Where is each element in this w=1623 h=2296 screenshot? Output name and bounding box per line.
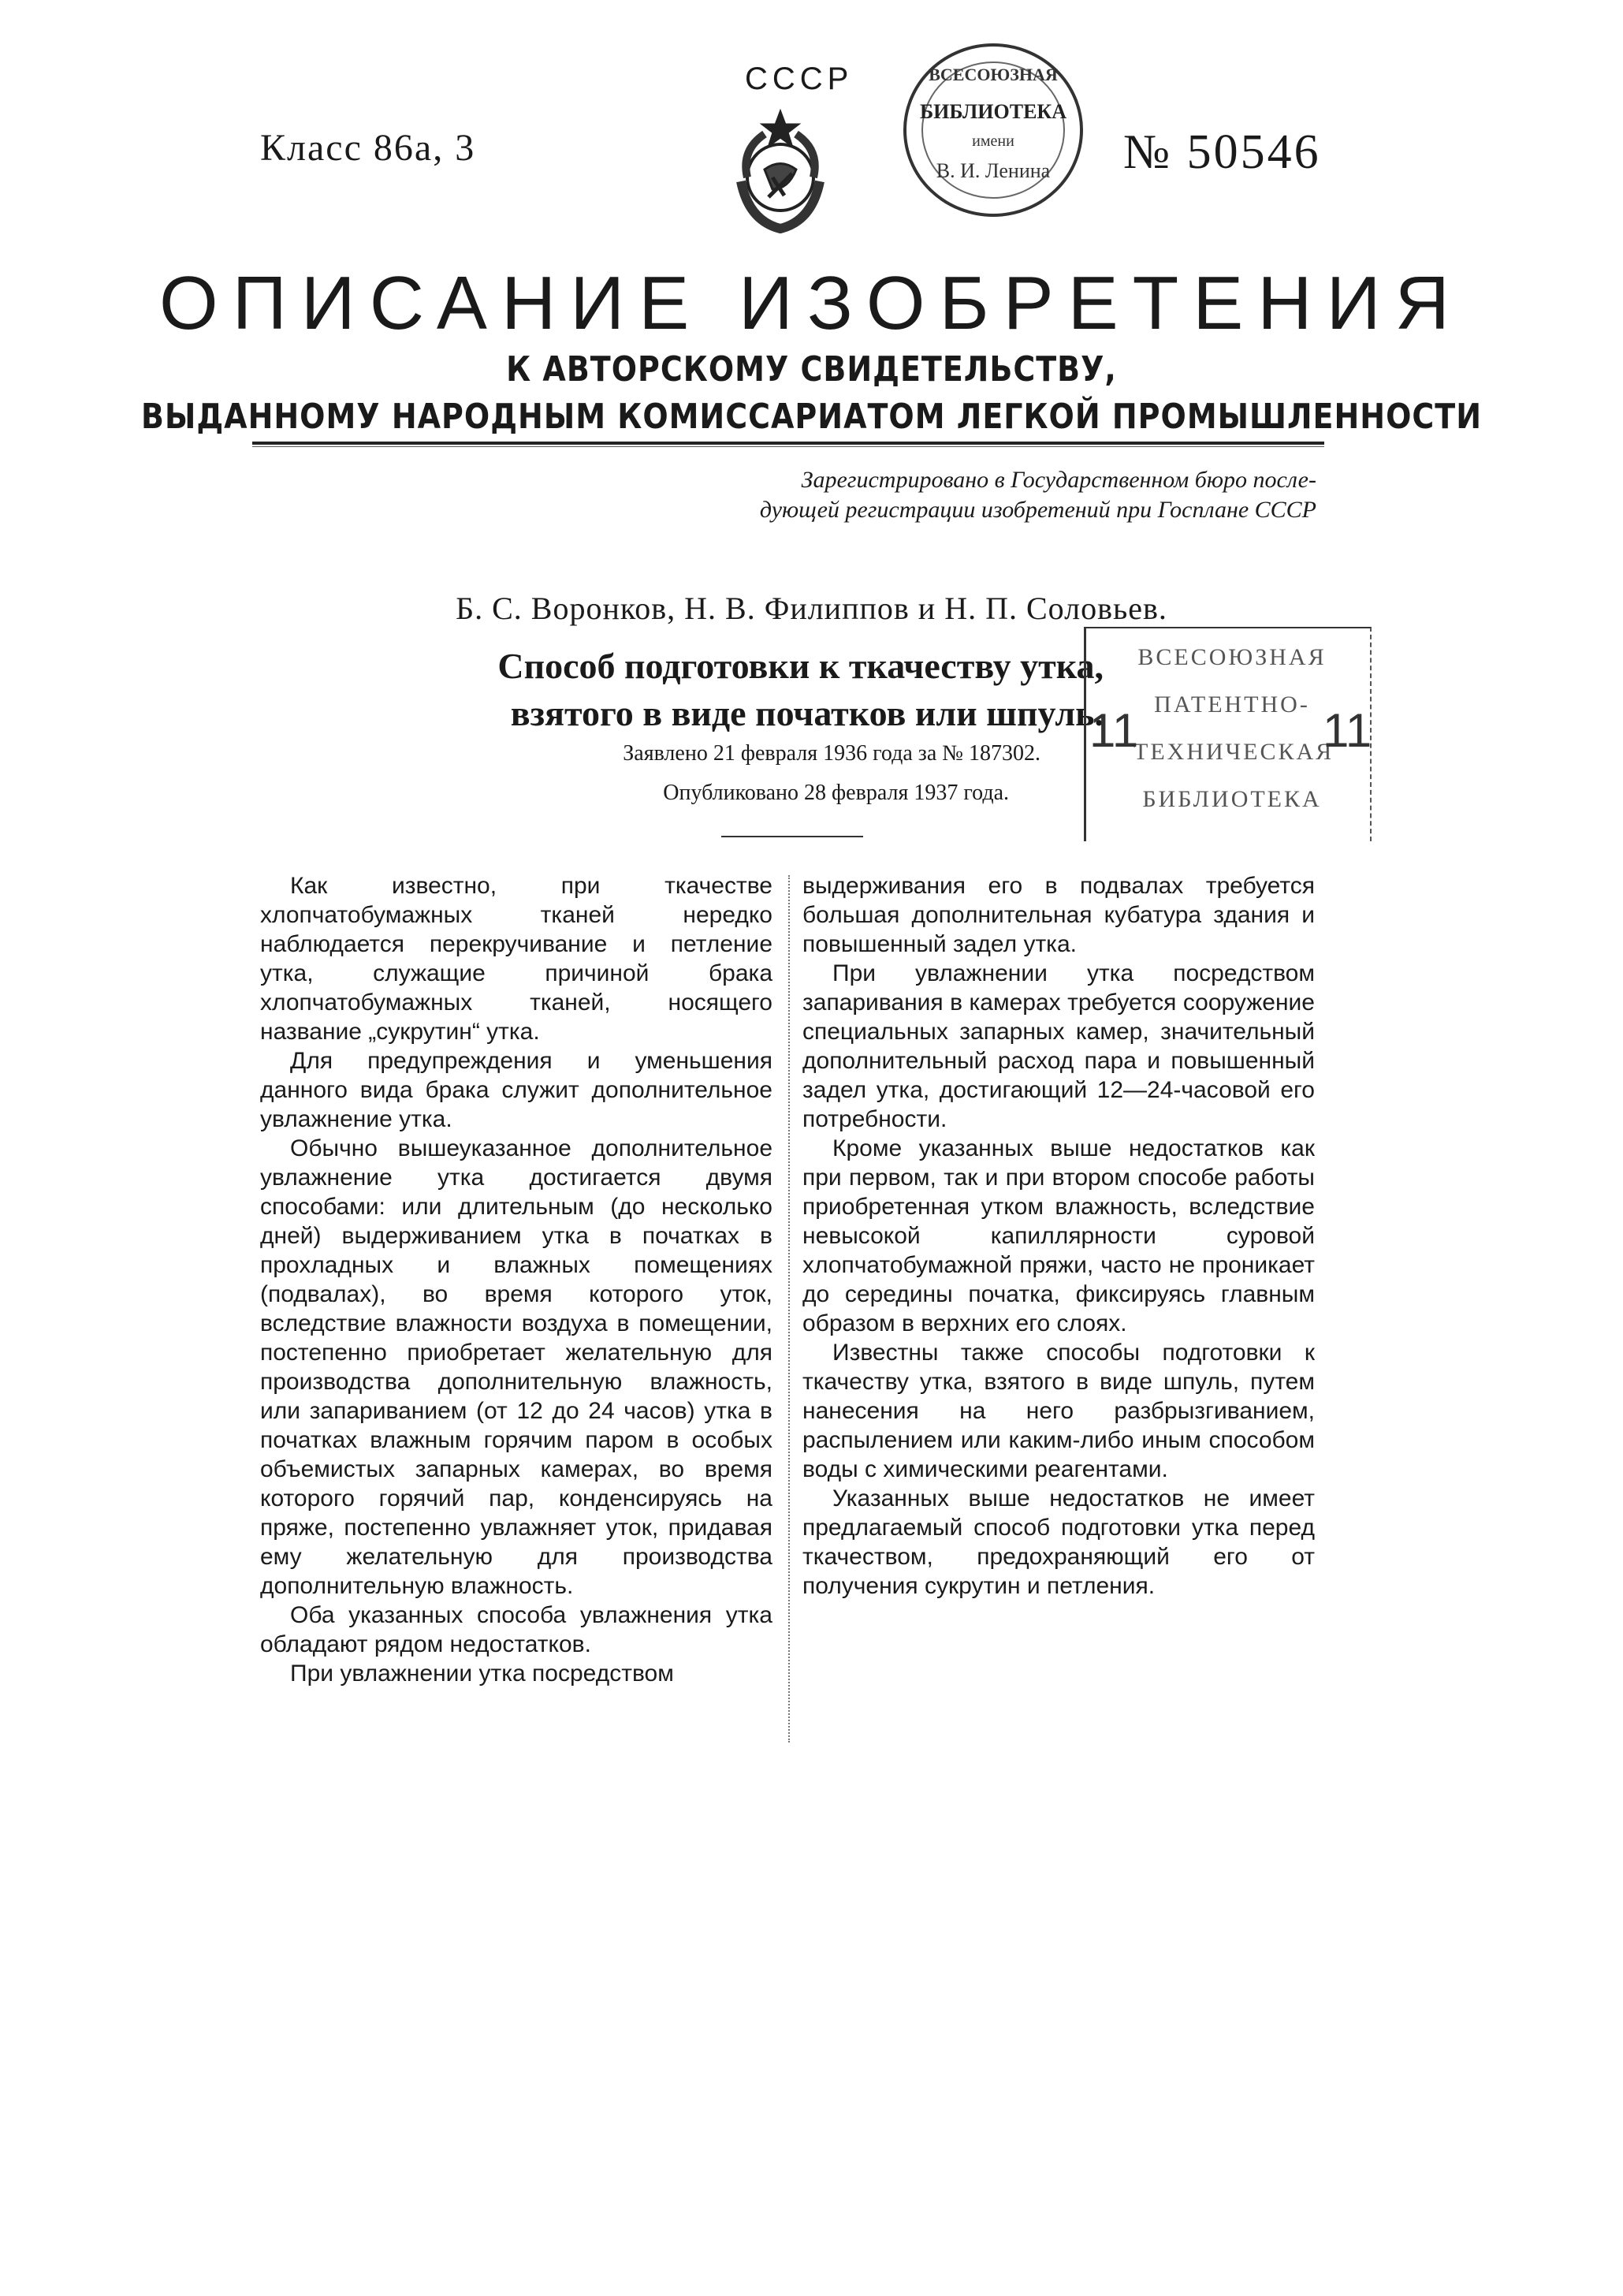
registration-note-line1: Зарегистрировано в Государственном бюро после- <box>801 467 1316 493</box>
patent-number: № 50546 <box>1123 125 1321 179</box>
paragraph: выдерживания его в подвалах требуется большая дополнительная кубатура здания и повышенный задел утка. <box>802 873 1315 957</box>
invention-title <box>441 643 1104 737</box>
country-label: СССР <box>745 62 854 96</box>
library-stamp <box>895 32 1092 229</box>
patent-library-stamp <box>1084 627 1372 841</box>
stamp-line4: В. И. Ленина <box>936 159 1051 182</box>
invention-title-line1: Способ подготовки к ткачеству утка, <box>497 646 1104 686</box>
state-emblem-icon <box>709 102 851 244</box>
stamp-line1: ВСЕСОЮЗНАЯ <box>929 65 1058 84</box>
page-title: ОПИСАНИЕ ИЗОБРЕТЕНИЯ <box>159 261 1464 345</box>
column-divider <box>788 875 790 1742</box>
section-divider <box>721 836 863 837</box>
published-date: Опубликовано 28 февраля 1937 года. <box>663 781 1009 805</box>
invention-title-line2: взятого в виде початков или шпуль. <box>510 693 1104 733</box>
body-column-right <box>802 871 1315 1601</box>
stamp-line3: имени <box>972 132 1014 150</box>
lib-box-line4: БИБЛИОТЕКА <box>1142 786 1322 812</box>
lib-box-mark-right: 11 <box>1323 704 1372 757</box>
lib-box-line2: ПАТЕНТНО- <box>1154 691 1310 718</box>
paragraph: Указанных выше недостатков не имеет предлагаемый способ подготовки утка перед ткачеством, предохраняющий его от получения сукрутин и петления. <box>802 1485 1315 1599</box>
paragraph: Кроме указанных выше недостатков как при первом, так и при втором способе работы приобретенная утком влажность, вследствие невысокой капиллярности суровой хлопчатобумажной пряжи, часто не проникает до середины початка, фиксируясь главным образом в верхних его слоях. <box>802 1135 1315 1336</box>
class-label: Класс 86а, 3 <box>260 127 476 169</box>
lib-box-line3: ТЕХНИЧЕСКАЯ <box>1133 739 1335 765</box>
registration-note-line2: дующей регистрации изобретений при Госплане СССР <box>759 497 1316 523</box>
header-rule-thin <box>252 446 1324 447</box>
paragraph: Как известно, при ткачестве хлопчатобумажных тканей нередко наблюдается перекручивание и петление утка, служащие причиной брака хлопчатобумажных тканей, носящего название „сукрутин“ утка. <box>260 873 772 1045</box>
subtitle-line1: К АВТОРСКОМУ СВИДЕТЕЛЬСТВУ, <box>506 348 1117 390</box>
paragraph: Для предупреждения и уменьшения данного вида брака служит дополнительное увлажнение утка. <box>260 1048 772 1132</box>
subtitle-line2: ВЫДАННОМУ НАРОДНЫМ КОМИССАРИАТОМ ЛЕГКОЙ ПРОМЫШЛЕННОСТИ <box>140 396 1483 437</box>
header-rule <box>252 442 1324 445</box>
lib-box-line1: ВСЕСОЮЗНАЯ <box>1137 644 1327 670</box>
lib-box-mark-left: 11 <box>1089 704 1139 757</box>
paragraph: При увлажнении утка посредством <box>290 1660 674 1687</box>
filed-date: Заявлено 21 февраля 1936 года за № 187302. <box>623 741 1040 766</box>
authors: Б. С. Воронков, Н. В. Филиппов и Н. П. Соловьев. <box>456 591 1167 626</box>
paragraph: Обычно вышеуказанное дополнительное увлажнение утка достигается двумя способами: или длительным (до несколько дней) выдерживанием утка в початках в прохладных и влажных помещениях (подвалах), во время которого уток, вследствие влажности воздуха в помещении, постепенно приобретает желательную для производства дополнительную влажность, или запариванием (от 12 до 24 часов) утка в початках влажным горячим паром в особых объемистых запарных камерах, во время которого горячий пар, конденсируясь на пряже, постепенно увлажняет уток, придавая ему желательную для производства дополнительную влажность. <box>260 1135 772 1599</box>
paragraph: Оба указанных способа увлажнения утка обладают рядом недостатков. <box>260 1602 772 1657</box>
stamp-line2: БИБЛИОТЕКА <box>919 100 1067 123</box>
body-column-left <box>260 871 772 1688</box>
paragraph: Известны также способы подготовки к ткачеству утка, взятого в виде шпуль, путем нанесения на него разбрызгиванием, распылением или каким-либо иным способом воды с химическими реагентами. <box>802 1340 1315 1482</box>
paragraph: При увлажнении утка посредством запаривания в камерах требуется сооружение специальных запарных камер, значительный дополнительный расход пара и повышенный задел утка, достигающий 12—24-часовой его потребности. <box>802 960 1315 1132</box>
registration-note <box>568 465 1316 525</box>
